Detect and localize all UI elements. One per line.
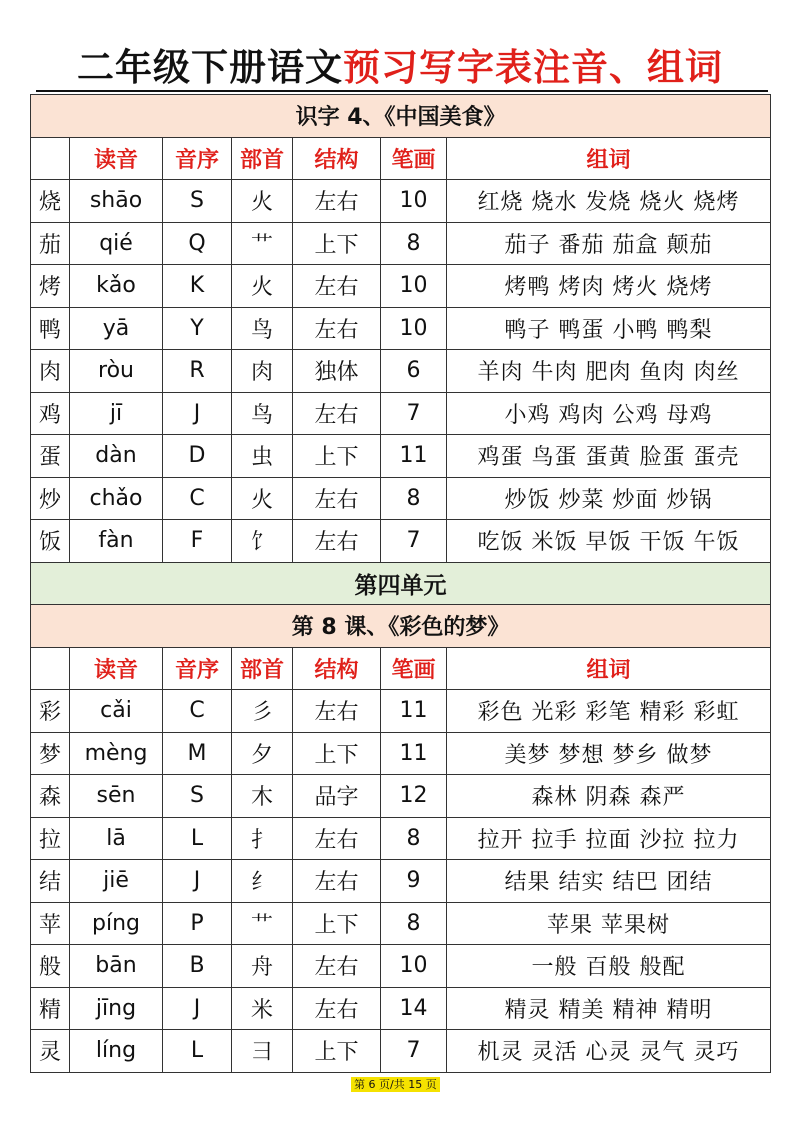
radical-cell: 鸟 xyxy=(232,307,293,350)
words-cell: 美梦 梦想 梦乡 做梦 xyxy=(447,732,771,775)
words-cell: 一般 百般 般配 xyxy=(447,945,771,988)
char-cell: 苹 xyxy=(31,902,70,945)
words-cell: 红烧 烧水 发烧 烧火 烧烤 xyxy=(447,180,771,223)
char-cell: 烧 xyxy=(31,180,70,223)
structure-cell: 左右 xyxy=(293,987,381,1030)
radical-cell: 夕 xyxy=(232,732,293,775)
pinyin-cell: bān xyxy=(70,945,163,988)
structure-cell: 左右 xyxy=(293,477,381,520)
page-title xyxy=(0,42,800,94)
strokes-cell: 11 xyxy=(381,435,447,478)
pinyin-cell: cǎi xyxy=(70,690,163,733)
words-cell: 烤鸭 烤肉 烤火 烧烤 xyxy=(447,265,771,308)
words-cell: 苹果 苹果树 xyxy=(447,902,771,945)
strokes-cell: 8 xyxy=(381,222,447,265)
char-cell: 般 xyxy=(31,945,70,988)
letter-cell: Y xyxy=(163,307,232,350)
letter-cell: D xyxy=(163,435,232,478)
words-cell: 炒饭 炒菜 炒面 炒锅 xyxy=(447,477,771,520)
pinyin-cell: mèng xyxy=(70,732,163,775)
structure-cell: 上下 xyxy=(293,435,381,478)
letter-cell: L xyxy=(163,817,232,860)
character-row xyxy=(31,1030,771,1073)
letter-cell: P xyxy=(163,902,232,945)
letter-cell: J xyxy=(163,860,232,903)
unit-banner-row xyxy=(31,562,771,605)
radical-cell: 火 xyxy=(232,477,293,520)
letter-cell: L xyxy=(163,1030,232,1073)
words-cell: 羊肉 牛肉 肥肉 鱼肉 肉丝 xyxy=(447,350,771,393)
character-row xyxy=(31,860,771,903)
column-header: 音序 xyxy=(163,647,232,690)
words-cell: 鸭子 鸭蛋 小鸭 鸭梨 xyxy=(447,307,771,350)
strokes-cell: 8 xyxy=(381,477,447,520)
char-cell: 茄 xyxy=(31,222,70,265)
radical-cell: 艹 xyxy=(232,222,293,265)
words-cell: 茄子 番茄 茄盒 颠茄 xyxy=(447,222,771,265)
column-header: 笔画 xyxy=(381,137,447,180)
char-cell: 森 xyxy=(31,775,70,818)
structure-cell: 左右 xyxy=(293,690,381,733)
character-row xyxy=(31,477,771,520)
radical-cell: 肉 xyxy=(232,350,293,393)
pinyin-cell: sēn xyxy=(70,775,163,818)
title-underline xyxy=(36,90,768,92)
strokes-cell: 10 xyxy=(381,945,447,988)
words-cell: 吃饭 米饭 早饭 干饭 午饭 xyxy=(447,520,771,563)
pinyin-cell: ròu xyxy=(70,350,163,393)
structure-cell: 左右 xyxy=(293,860,381,903)
char-cell: 鸭 xyxy=(31,307,70,350)
strokes-cell: 7 xyxy=(381,1030,447,1073)
char-cell: 结 xyxy=(31,860,70,903)
lesson-banner: 第 8 课、《彩色的梦》 xyxy=(31,605,771,648)
character-row xyxy=(31,987,771,1030)
letter-cell: J xyxy=(163,392,232,435)
radical-cell: 木 xyxy=(232,775,293,818)
letter-cell: Q xyxy=(163,222,232,265)
character-row xyxy=(31,690,771,733)
char-cell: 梦 xyxy=(31,732,70,775)
strokes-cell: 11 xyxy=(381,732,447,775)
words-cell: 拉开 拉手 拉面 沙拉 拉力 xyxy=(447,817,771,860)
letter-cell: M xyxy=(163,732,232,775)
radical-cell: 饣 xyxy=(232,520,293,563)
structure-cell: 左右 xyxy=(293,392,381,435)
strokes-cell: 6 xyxy=(381,350,447,393)
structure-cell: 上下 xyxy=(293,1030,381,1073)
pinyin-cell: líng xyxy=(70,1030,163,1073)
vocabulary-table-body xyxy=(31,95,771,1073)
words-cell: 精灵 精美 精神 精明 xyxy=(447,987,771,1030)
column-header-row xyxy=(31,647,771,690)
character-row xyxy=(31,265,771,308)
radical-cell: 鸟 xyxy=(232,392,293,435)
column-header: 音序 xyxy=(163,137,232,180)
lesson-banner: 识字 4、《中国美食》 xyxy=(31,95,771,138)
character-row xyxy=(31,775,771,818)
character-row xyxy=(31,902,771,945)
radical-cell: 扌 xyxy=(232,817,293,860)
character-row xyxy=(31,222,771,265)
radical-cell: 彐 xyxy=(232,1030,293,1073)
title-black-part: 二年级下册语文 xyxy=(77,46,343,89)
structure-cell: 独体 xyxy=(293,350,381,393)
radical-cell: 舟 xyxy=(232,945,293,988)
pinyin-cell: qié xyxy=(70,222,163,265)
radical-cell: 艹 xyxy=(232,902,293,945)
column-header: 组词 xyxy=(447,137,771,180)
column-header: 读音 xyxy=(70,137,163,180)
character-row xyxy=(31,350,771,393)
strokes-cell: 11 xyxy=(381,690,447,733)
column-header: 结构 xyxy=(293,647,381,690)
strokes-cell: 10 xyxy=(381,265,447,308)
character-row xyxy=(31,307,771,350)
pinyin-cell: jīng xyxy=(70,987,163,1030)
radical-cell: 虫 xyxy=(232,435,293,478)
structure-cell: 上下 xyxy=(293,902,381,945)
pinyin-cell: píng xyxy=(70,902,163,945)
header-blank-cell xyxy=(31,647,70,690)
radical-cell: 纟 xyxy=(232,860,293,903)
structure-cell: 左右 xyxy=(293,945,381,988)
char-cell: 炒 xyxy=(31,477,70,520)
words-cell: 结果 结实 结巴 团结 xyxy=(447,860,771,903)
vocabulary-table xyxy=(30,94,771,1073)
strokes-cell: 10 xyxy=(381,307,447,350)
structure-cell: 左右 xyxy=(293,307,381,350)
char-cell: 饭 xyxy=(31,520,70,563)
strokes-cell: 9 xyxy=(381,860,447,903)
unit-banner: 第四单元 xyxy=(31,562,771,605)
char-cell: 彩 xyxy=(31,690,70,733)
structure-cell: 上下 xyxy=(293,222,381,265)
words-cell: 小鸡 鸡肉 公鸡 母鸡 xyxy=(447,392,771,435)
pinyin-cell: shāo xyxy=(70,180,163,223)
strokes-cell: 14 xyxy=(381,987,447,1030)
strokes-cell: 12 xyxy=(381,775,447,818)
structure-cell: 左右 xyxy=(293,520,381,563)
letter-cell: S xyxy=(163,180,232,223)
pinyin-cell: kǎo xyxy=(70,265,163,308)
words-cell: 彩色 光彩 彩笔 精彩 彩虹 xyxy=(447,690,771,733)
words-cell: 机灵 灵活 心灵 灵气 灵巧 xyxy=(447,1030,771,1073)
lesson-banner-row xyxy=(31,95,771,138)
char-cell: 精 xyxy=(31,987,70,1030)
structure-cell: 品字 xyxy=(293,775,381,818)
strokes-cell: 10 xyxy=(381,180,447,223)
structure-cell: 左右 xyxy=(293,180,381,223)
letter-cell: B xyxy=(163,945,232,988)
letter-cell: C xyxy=(163,690,232,733)
letter-cell: J xyxy=(163,987,232,1030)
character-row xyxy=(31,520,771,563)
column-header: 部首 xyxy=(232,137,293,180)
character-row xyxy=(31,945,771,988)
pinyin-cell: lā xyxy=(70,817,163,860)
radical-cell: 火 xyxy=(232,180,293,223)
structure-cell: 左右 xyxy=(293,265,381,308)
char-cell: 肉 xyxy=(31,350,70,393)
pinyin-cell: chǎo xyxy=(70,477,163,520)
column-header: 笔画 xyxy=(381,647,447,690)
column-header: 组词 xyxy=(447,647,771,690)
column-header: 部首 xyxy=(232,647,293,690)
column-header: 结构 xyxy=(293,137,381,180)
letter-cell: K xyxy=(163,265,232,308)
strokes-cell: 7 xyxy=(381,392,447,435)
character-row xyxy=(31,817,771,860)
letter-cell: R xyxy=(163,350,232,393)
words-cell: 鸡蛋 鸟蛋 蛋黄 脸蛋 蛋壳 xyxy=(447,435,771,478)
structure-cell: 左右 xyxy=(293,817,381,860)
column-header-row xyxy=(31,137,771,180)
pinyin-cell: jī xyxy=(70,392,163,435)
title-red-part: 预习写字表注音、组词 xyxy=(343,46,723,89)
words-cell: 森林 阴森 森严 xyxy=(447,775,771,818)
letter-cell: F xyxy=(163,520,232,563)
char-cell: 烤 xyxy=(31,265,70,308)
column-header: 读音 xyxy=(70,647,163,690)
character-row xyxy=(31,392,771,435)
letter-cell: S xyxy=(163,775,232,818)
strokes-cell: 7 xyxy=(381,520,447,563)
character-row xyxy=(31,180,771,223)
char-cell: 拉 xyxy=(31,817,70,860)
structure-cell: 上下 xyxy=(293,732,381,775)
header-blank-cell xyxy=(31,137,70,180)
radical-cell: 米 xyxy=(232,987,293,1030)
radical-cell: 火 xyxy=(232,265,293,308)
page-footer: 第 6 页/共 15 页 xyxy=(351,1077,440,1092)
radical-cell: 彡 xyxy=(232,690,293,733)
char-cell: 鸡 xyxy=(31,392,70,435)
letter-cell: C xyxy=(163,477,232,520)
strokes-cell: 8 xyxy=(381,902,447,945)
pinyin-cell: fàn xyxy=(70,520,163,563)
pinyin-cell: yā xyxy=(70,307,163,350)
char-cell: 蛋 xyxy=(31,435,70,478)
pinyin-cell: jiē xyxy=(70,860,163,903)
character-row xyxy=(31,435,771,478)
char-cell: 灵 xyxy=(31,1030,70,1073)
character-row xyxy=(31,732,771,775)
strokes-cell: 8 xyxy=(381,817,447,860)
pinyin-cell: dàn xyxy=(70,435,163,478)
lesson-banner-row xyxy=(31,605,771,648)
